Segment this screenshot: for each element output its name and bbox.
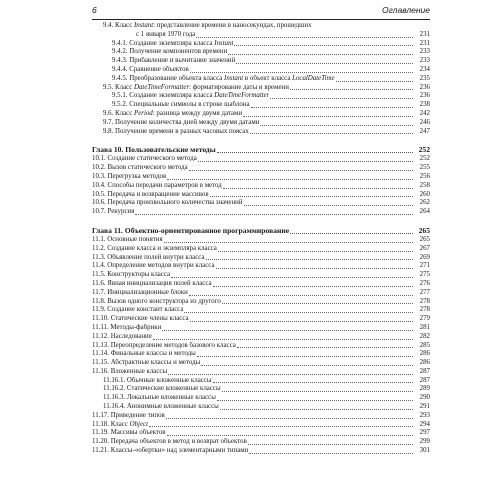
leader-dots [213, 376, 413, 383]
toc-entry-title: 9.6. Класс Period: разница между двумя датами [103, 109, 243, 117]
leader-dots [270, 92, 413, 99]
leader-dots [167, 173, 413, 180]
leader-dots [290, 83, 413, 90]
toc-entry-page: 282 [419, 332, 430, 340]
toc-entry[interactable] [92, 368, 430, 377]
toc-entry[interactable] [92, 48, 430, 57]
toc-entry-page: 260 [419, 190, 430, 198]
toc-entry-page: 252 [419, 155, 430, 163]
leader-dots [217, 146, 413, 153]
toc-entry-page: 294 [419, 420, 430, 428]
toc-entry[interactable] [92, 40, 430, 49]
chapter-title: Глава 11. Объектно-ориентированное программирование [92, 225, 290, 235]
toc-entry-title: 9.5.2. Специальные символы в строке шаблона [112, 101, 250, 109]
toc-entry-page: 238 [419, 101, 430, 109]
toc-entry-title: 11.17. Приведение типов [92, 411, 165, 419]
toc-entry[interactable] [92, 110, 430, 119]
toc-entry-page: 293 [419, 411, 430, 419]
toc-entry[interactable] [92, 119, 430, 128]
toc-entry-title: 11.12. Наследование [92, 332, 152, 340]
toc-entry[interactable] [92, 403, 430, 412]
leader-dots [135, 208, 413, 215]
toc-entry-title: 11.10. Статические члены класса [92, 315, 189, 323]
leader-dots [184, 306, 413, 313]
toc-entry[interactable] [92, 245, 430, 254]
toc-entry-title: 11.19. Массивы объектов [92, 429, 166, 437]
toc-entry[interactable] [92, 155, 430, 164]
leader-dots [290, 227, 413, 234]
toc-entry-page: 287 [419, 376, 430, 384]
toc-entry[interactable] [92, 306, 430, 315]
toc-entry-page: 233 [419, 57, 430, 65]
toc-entry-page: 289 [419, 385, 430, 393]
toc-entry-title: с 1 января 1970 года [136, 30, 196, 38]
toc-entry-title: 11.1. Основные понятия [92, 235, 163, 243]
toc-entry[interactable] [92, 57, 430, 66]
toc-entry-page: 276 [419, 279, 430, 287]
toc-entry-page: 267 [419, 244, 430, 252]
toc-entry[interactable] [92, 394, 430, 403]
toc-entry-page: 264 [419, 208, 430, 216]
toc-entry-page: 301 [419, 447, 430, 455]
toc-entry[interactable] [92, 199, 430, 208]
toc-entry[interactable] [92, 350, 430, 359]
toc-entry[interactable] [92, 298, 430, 307]
leader-dots [189, 289, 413, 296]
toc-entry[interactable] [92, 22, 430, 31]
toc-entry[interactable] [92, 280, 430, 289]
toc-entry-page: 231 [419, 39, 430, 47]
toc-entry-title: 11.11. Методы-фабрики [92, 323, 162, 331]
running-head: Оглавление [381, 5, 430, 15]
leader-dots [190, 315, 413, 322]
toc-entry[interactable] [92, 128, 430, 137]
toc-entry-title: 9.4.3. Прибавление и вычитание значений [112, 57, 236, 65]
toc-entry[interactable] [92, 429, 430, 438]
toc-entry-page: 265 [419, 235, 430, 243]
toc-entry-title: 9.4.1. Создание экземпляра класса Instant [112, 39, 234, 47]
toc-entry[interactable] [92, 182, 430, 191]
toc-entry-title: 9.5.1. Создание экземпляра класса DateTimeFormatter [112, 92, 270, 100]
leader-dots [237, 341, 413, 348]
toc-entry[interactable] [92, 342, 430, 351]
toc-entry-page: 277 [419, 288, 430, 296]
leader-dots [336, 75, 413, 82]
leader-dots [149, 420, 413, 427]
toc-entry-title: 10.1. Создание статического метода [92, 155, 197, 163]
toc-entry[interactable] [92, 324, 430, 333]
toc-entry[interactable] [92, 315, 430, 324]
toc-entry[interactable] [92, 262, 430, 271]
toc-entry[interactable] [92, 84, 430, 93]
chapter-page: 252 [418, 145, 430, 155]
leader-dots [189, 164, 413, 171]
toc-entry-title: 11.3. Объявление полей внутри класса [92, 253, 205, 261]
leader-dots [168, 368, 413, 375]
toc-entry-title: 11.20. Передача объектов в метод и возврат объектов [92, 438, 247, 446]
toc-entry[interactable] [92, 208, 430, 217]
section-gap [92, 217, 430, 226]
toc-entry-title: 10.3. Перегрузка методов [92, 172, 167, 180]
toc-entry-page: 234 [419, 65, 430, 73]
toc-entry-title: 11.16.1. Обычные вложенные классы [103, 376, 212, 384]
chapter-page: 265 [418, 225, 430, 235]
toc-entry-page: 231 [419, 30, 430, 38]
toc-entry-page: 291 [419, 403, 430, 411]
toc-entry-title: 11.6. Явная инициализация полей класса [92, 279, 212, 287]
leader-dots [244, 199, 413, 206]
toc-entry-title: 11.2. Создание класса и экземпляра класса [92, 244, 217, 252]
leader-dots [228, 48, 413, 55]
toc-entry-page: 278 [419, 306, 430, 314]
toc-entry-page: 290 [419, 394, 430, 402]
leader-dots [222, 297, 413, 304]
leader-dots [251, 101, 413, 108]
leader-dots [218, 245, 413, 252]
toc-entry-title: 9.7. Получение количества дней между двумя датами [103, 118, 260, 126]
toc-entry-page: 299 [419, 438, 430, 446]
leader-dots [210, 190, 413, 197]
leader-dots [164, 236, 413, 243]
toc-entry-title: 11.21. Классы-«обертки» над элементарными типами [92, 447, 249, 455]
table-of-contents [92, 22, 430, 456]
toc-entry[interactable] [92, 173, 430, 182]
leader-dots [153, 333, 413, 340]
toc-entry-page: 256 [419, 172, 430, 180]
toc-entry-title: 9.4.2. Получение компонентов времени [112, 48, 228, 56]
toc-entry[interactable] [92, 385, 430, 394]
toc-entry-title: 11.18. Класс Object [92, 420, 149, 428]
leader-dots [197, 350, 413, 357]
leader-dots [260, 119, 413, 126]
leader-dots [223, 182, 413, 189]
toc-entry-title: 9.8. Получение времени в разных часовых поясах [103, 127, 249, 135]
leader-dots [222, 385, 413, 392]
toc-entry[interactable] [92, 377, 430, 386]
toc-entry-page: 242 [419, 109, 430, 117]
toc-entry[interactable] [92, 101, 430, 110]
toc-entry[interactable] [92, 421, 430, 430]
leader-dots [206, 253, 414, 260]
toc-entry-title: 11.9. Создание констант класса [92, 306, 184, 314]
toc-entry-title: 11.16.2. Статические вложенные классы [103, 385, 221, 393]
toc-entry-page: 236 [419, 83, 430, 91]
toc-entry[interactable] [92, 438, 430, 447]
toc-entry[interactable] [92, 254, 430, 263]
leader-dots [190, 66, 413, 73]
toc-entry[interactable] [92, 271, 430, 280]
toc-entry[interactable] [92, 289, 430, 298]
leader-dots [198, 155, 413, 162]
toc-entry-page: 269 [419, 253, 430, 261]
toc-entry-page: 286 [419, 350, 430, 358]
toc-entry-page: 279 [419, 315, 430, 323]
toc-entry[interactable] [92, 236, 430, 245]
toc-entry-page: 247 [419, 127, 430, 135]
toc-entry-title: 9.5. Класс DateTimeFormatter: форматирование даты и времени [103, 83, 289, 91]
leader-dots [213, 280, 413, 287]
toc-entry[interactable] [92, 75, 430, 84]
leader-dots [166, 412, 413, 419]
toc-entry[interactable] [92, 333, 430, 342]
toc-entry[interactable] [92, 447, 430, 456]
leader-dots [216, 262, 414, 269]
toc-entry-page: 285 [419, 341, 430, 349]
leader-dots [243, 110, 413, 117]
leader-dots [234, 39, 413, 46]
toc-entry-title: 11.13. Переопределение методов базового класса [92, 341, 236, 349]
toc-entry[interactable] [92, 191, 430, 200]
toc-entry-page: 255 [419, 164, 430, 172]
toc-entry[interactable] [92, 412, 430, 421]
toc-entry[interactable] [92, 31, 430, 40]
toc-entry-title: 10.5. Передача и возвращение массивов [92, 190, 209, 198]
leader-dots [236, 57, 413, 64]
toc-entry-title: 11.14. Финальные классы и методы [92, 350, 196, 358]
toc-entry-page: 236 [419, 92, 430, 100]
toc-entry-title: 11.8. Вызов одного конструктора из другого [92, 297, 221, 305]
toc-entry-title: 9.4. Класс Instant: представление времени в наносекундах, прошедших [103, 22, 312, 29]
toc-entry-page: 278 [419, 297, 430, 305]
toc-entry-title: 11.16.4. Анонимные вложенные классы [103, 403, 219, 411]
leader-dots [217, 394, 413, 401]
toc-entry-title: 10.2. Вызов статического метода [92, 164, 188, 172]
toc-entry[interactable] [92, 92, 430, 101]
book-page [74, 0, 430, 500]
toc-entry-page: 297 [419, 429, 430, 437]
toc-entry-page: 275 [419, 271, 430, 279]
toc-entry[interactable] [92, 359, 430, 368]
toc-entry-title: 9.4.5. Преобразование объекта класса Instant в объект класса LocalDateTime [112, 74, 335, 82]
toc-entry-page: 287 [419, 367, 430, 375]
page-header [92, 5, 430, 20]
toc-entry[interactable] [92, 66, 430, 75]
toc-entry-title: 11.5. Конструкторы класса [92, 271, 171, 279]
chapter-heading [92, 145, 430, 155]
toc-entry-title: 11.15. Абстрактные классы и методы [92, 359, 201, 367]
leader-dots [248, 438, 413, 445]
leader-dots [196, 31, 413, 38]
leader-dots [250, 127, 413, 134]
leader-dots [162, 324, 413, 331]
page-number: 6 [92, 5, 97, 15]
toc-entry-page: 235 [419, 74, 430, 82]
toc-entry-page: 271 [419, 262, 430, 270]
toc-entry-title: 11.4. Определение методов внутри класса [92, 262, 215, 270]
leader-dots [201, 359, 413, 366]
leader-dots [171, 271, 413, 278]
toc-entry-title: 11.7. Инициализационные блоки [92, 288, 188, 296]
toc-entry-title: 9.4.4. Сравнение объектов [112, 65, 189, 73]
section-gap [92, 136, 430, 145]
leader-dots [220, 403, 413, 410]
toc-entry-page: 258 [419, 181, 430, 189]
toc-entry-title: 10.6. Передача произвольного количества значений [92, 199, 243, 207]
toc-entry-title: 10.4. Способы передачи параметров в метод [92, 181, 222, 189]
toc-entry-page: 286 [419, 359, 430, 367]
toc-entry[interactable] [92, 164, 430, 173]
leader-dots [167, 429, 413, 436]
toc-entry-title: 11.16. Вложенные классы [92, 367, 168, 375]
toc-entry-title: 11.16.3. Локальные вложенные классы [103, 394, 216, 402]
toc-entry-page: 233 [419, 48, 430, 56]
leader-dots [249, 447, 413, 454]
toc-entry-title: 10.7. Рекурсия [92, 208, 135, 216]
chapter-title: Глава 10. Пользовательские методы [92, 145, 216, 155]
toc-entry-page: 246 [419, 118, 430, 126]
toc-entry-page: 281 [419, 323, 430, 331]
chapter-heading [92, 226, 430, 236]
toc-entry-page: 262 [419, 199, 430, 207]
